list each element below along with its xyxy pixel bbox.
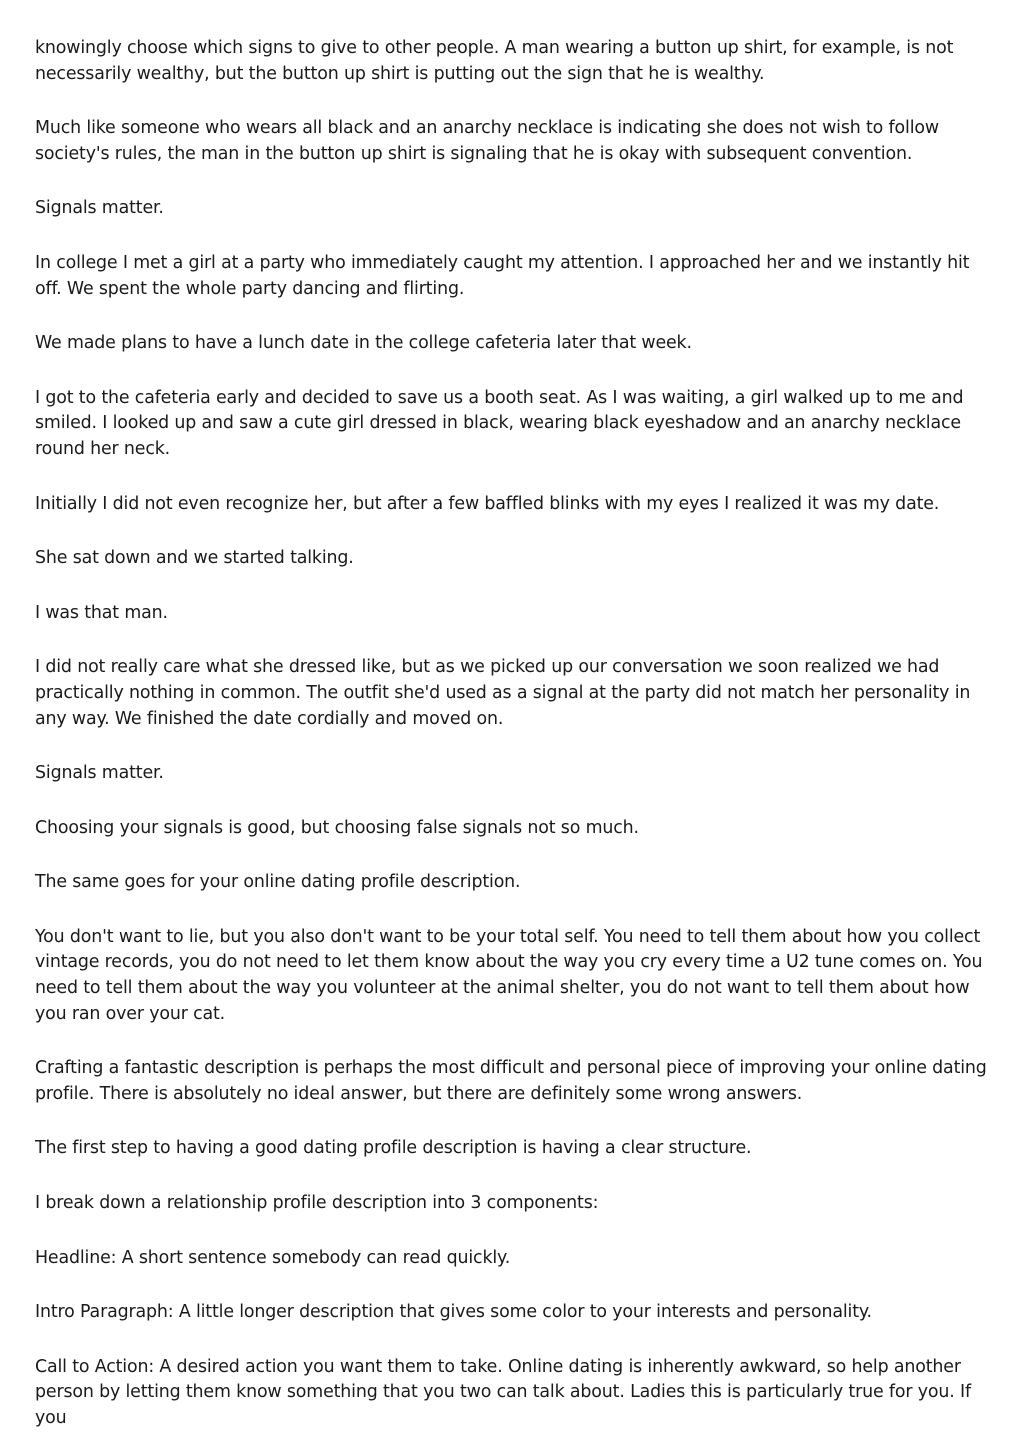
paragraph: She sat down and we started talking. bbox=[35, 548, 354, 569]
paragraph: knowingly choose which signs to give to other people. A man wearing a button up shirt, for example, is not necessarily wealthy, but the button up shirt is putting out the sign that he is wealthy. bbox=[35, 38, 954, 84]
paragraph: Signals matter. bbox=[35, 198, 164, 219]
paragraph: I got to the cafeteria early and decided to save us a booth seat. As I was waiting, a girl walked up to me and smiled. I looked up and saw a cute girl dressed in black, wearing black eyeshadow and an anarchy necklace round her neck. bbox=[35, 387, 964, 459]
paragraph: The same goes for your online dating profile description. bbox=[35, 872, 521, 893]
paragraph: Call to Action: A desired action you want them to take. Online dating is inherently awkward, so help another person by letting them know something that you two can talk about. Ladies this is particularly true for you. If you bbox=[35, 1356, 971, 1428]
paragraph: Much like someone who wears all black and an anarchy necklace is indicating she does not wish to follow society's rules, the man in the button up shirt is signaling that he is okay with subsequent convention. bbox=[35, 118, 939, 164]
paragraph: I was that man. bbox=[35, 602, 168, 623]
paragraph: Initially I did not even recognize her, but after a few baffled blinks with my eyes I realized it was my date. bbox=[35, 493, 940, 514]
paragraph: Intro Paragraph: A little longer description that gives some color to your interests and personality. bbox=[35, 1302, 872, 1323]
paragraph: You don't want to lie, but you also don't want to be your total self. You need to tell them about how you collect vintage records, you do not need to let them know about the way you cry every time a U2 tune comes on. You need to tell them about the way you volunteer at the animal shelter, you do not want to tell them about how you ran over your cat. bbox=[35, 926, 983, 1024]
paragraph: I break down a relationship profile description into 3 components: bbox=[35, 1193, 599, 1214]
paragraph: I did not really care what she dressed like, but as we picked up our conversation we soon realized we had practically nothing in common. The outfit she'd used as a signal at the party did not match her personality in any way. We finished the date cordially and moved on. bbox=[35, 657, 971, 729]
paragraph: The first step to having a good dating profile description is having a clear structure. bbox=[35, 1138, 752, 1159]
paragraph: Choosing your signals is good, but choosing false signals not so much. bbox=[35, 817, 639, 838]
paragraph: We made plans to have a lunch date in the college cafeteria later that week. bbox=[35, 333, 692, 354]
paragraph: Headline: A short sentence somebody can read quickly. bbox=[35, 1247, 511, 1268]
paragraph: Crafting a fantastic description is perhaps the most difficult and personal piece of improving your online dating profile. There is absolutely no ideal answer, but there are definitely some wrong answers. bbox=[35, 1058, 987, 1104]
paragraph: In college I met a girl at a party who immediately caught my attention. I approached her and we instantly hit off. We spent the whole party dancing and flirting. bbox=[35, 252, 970, 299]
paragraph: Signals matter. bbox=[35, 763, 164, 784]
